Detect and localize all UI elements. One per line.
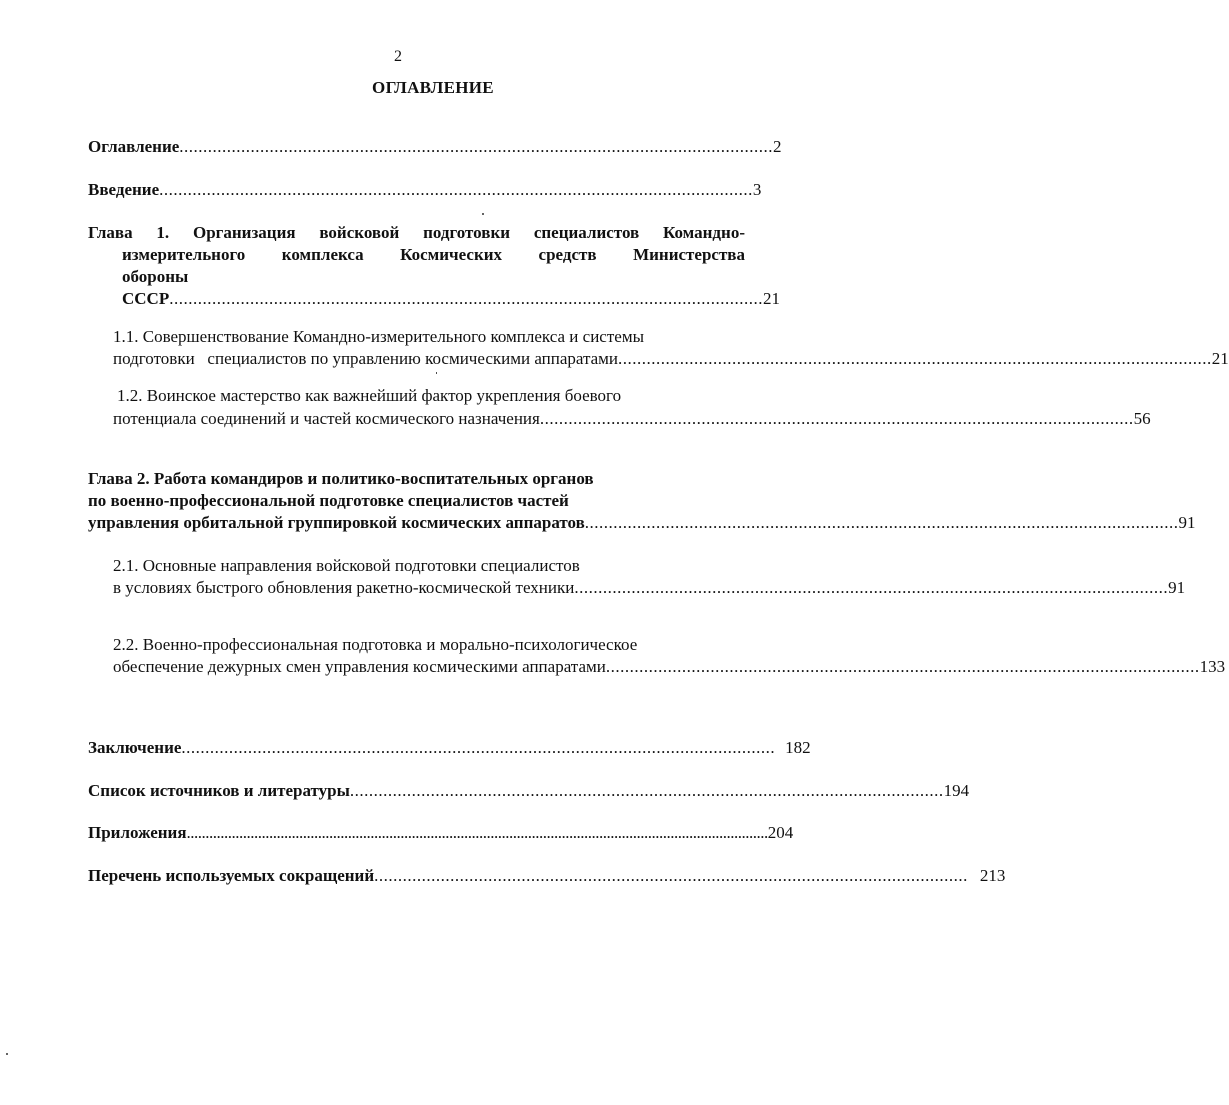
toc-page: 194 <box>943 781 970 800</box>
leader-dots: ........................................................................................................................................................... <box>186 823 768 842</box>
toc-label: Приложения <box>88 823 187 842</box>
leader-dots: ............................................................................................................................. <box>584 513 1179 532</box>
section-1-1-line1[interactable]: 1.1. Совершенствование Командно-измерительного комплекса и системы <box>113 327 644 346</box>
leader-dots: ............................................................................................................................. <box>618 349 1212 368</box>
toc-label: СССР <box>122 289 170 308</box>
section-2-1-line1[interactable]: 2.1. Основные направления войсковой подготовки специалистов <box>113 556 580 575</box>
leader-dots: ............................................................................................................................. <box>179 137 774 156</box>
scan-speck <box>6 1053 8 1055</box>
leader-dots: ............................................................................................................................. <box>539 409 1134 428</box>
toc-page: 213 <box>979 866 1006 885</box>
toc-page: 3 <box>752 180 762 199</box>
scan-speck <box>436 372 437 374</box>
toc-label: потенциала соединений и частей космического назначения <box>113 409 540 428</box>
toc-label: Перечень используемых сокращений <box>88 866 375 885</box>
chapter2-heading-line1[interactable]: Глава 2. Работа командиров и политико-воспитательных органов <box>88 469 594 488</box>
toc-label: Оглавление <box>88 137 180 156</box>
scan-speck <box>482 213 484 215</box>
leader-dots: ............................................................................................................................. <box>159 180 753 199</box>
toc-page: 91 <box>1178 513 1196 532</box>
leader-dots: ............................................................................................................................. <box>605 657 1200 676</box>
toc-page: 204 <box>767 823 794 842</box>
toc-entry-abbreviations[interactable] <box>88 865 1006 887</box>
toc-entry-contents[interactable] <box>88 136 782 158</box>
toc-entry-section-1-1[interactable] <box>113 348 1229 370</box>
toc-label: в условиях быстрого обновления ракетно-космической техники <box>113 578 575 597</box>
leader-dots: ............................................................................................................................. <box>574 578 1169 597</box>
section-2-2-line1[interactable]: 2.2. Военно-профессиональная подготовка и морально-психологическое <box>113 635 638 654</box>
page-number: 2 <box>394 48 402 65</box>
toc-entry-chapter2[interactable] <box>88 512 1196 534</box>
leader-dots: ............................................................................................................................. <box>374 866 968 885</box>
toc-label: Введение <box>88 180 160 199</box>
toc-label: Заключение <box>88 738 182 757</box>
toc-page: 21 <box>762 289 780 308</box>
toc-page: 91 <box>1168 578 1186 597</box>
toc-page: 56 <box>1133 409 1151 428</box>
toc-entry-sources[interactable] <box>88 780 970 802</box>
page-title: ОГЛАВЛЕНИЕ <box>372 78 494 97</box>
chapter1-heading-line2[interactable]: измерительного комплекса Космических средств Министерства <box>122 245 745 264</box>
toc-label: управления орбитальной группировкой космических аппаратов <box>88 513 585 532</box>
chapter1-heading-line1[interactable]: Глава 1. Организация войсковой подготовки специалистов Командно- <box>88 223 745 242</box>
toc-entry-appendices[interactable] <box>88 822 794 844</box>
toc-label: Список источников и литературы <box>88 781 350 800</box>
toc-entry-conclusion[interactable] <box>88 737 811 759</box>
toc-page: 21 <box>1211 349 1229 368</box>
toc-label: подготовки специалистов по управлению космическими аппаратами <box>113 349 619 368</box>
toc-page: 2 <box>773 137 782 156</box>
section-1-2-line1[interactable]: 1.2. Воинское мастерство как важнейший фактор укрепления боевого <box>117 386 622 405</box>
leader-dots: ............................................................................................................................. <box>169 289 763 308</box>
leader-dots: ............................................................................................................................. <box>181 738 776 757</box>
leader-dots: ............................................................................................................................. <box>349 781 944 800</box>
chapter2-heading-line2[interactable]: по военно-профессиональной подготовке специалистов частей <box>88 491 569 510</box>
toc-label: обеспечение дежурных смен управления космическими аппаратами <box>113 657 606 676</box>
toc-page: 133 <box>1199 657 1226 676</box>
toc-entry-chapter1[interactable] <box>122 288 780 310</box>
toc-entry-section-1-2[interactable] <box>113 408 1151 430</box>
toc-entry-section-2-2[interactable] <box>113 656 1226 678</box>
chapter1-heading-line3[interactable]: обороны <box>122 267 189 286</box>
toc-entry-intro[interactable] <box>88 179 762 201</box>
toc-entry-section-2-1[interactable] <box>113 577 1186 599</box>
toc-page: 182 <box>785 738 811 757</box>
